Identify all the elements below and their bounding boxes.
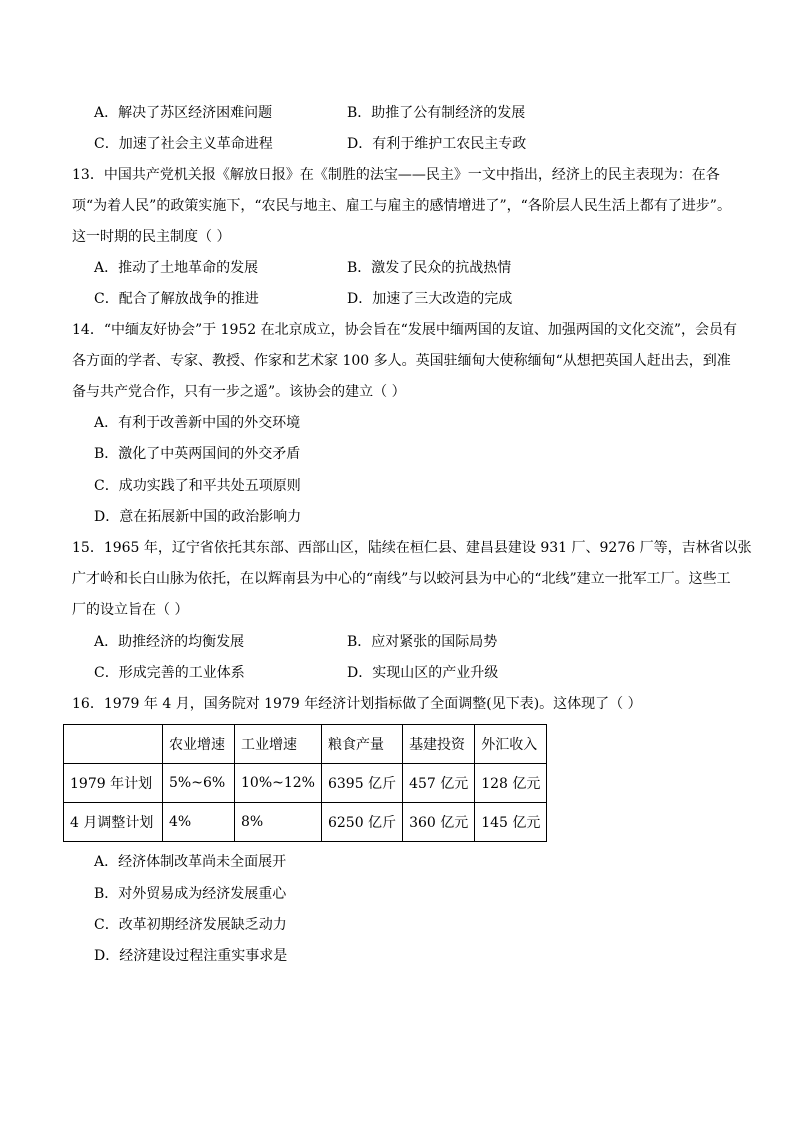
table-row xyxy=(64,764,547,803)
q16-stem-line-1: 16．1979 年 4 月，国务院对 1979 年经济计划指标做了全面调整(见下表)。这体现了（ ） xyxy=(72,696,642,712)
q13-option-d: D．加速了三大改造的完成 xyxy=(347,291,513,307)
table-cell: 4 月调整计划 xyxy=(64,803,163,842)
q14-stem-line-2: 各方面的学者、专家、教授、作家和艺术家 100 多人。英国驻缅甸大使称缅甸“从想把英国人赶出去，到准 xyxy=(72,353,731,369)
q14-stem-line-1: 14．“中缅友好协会”于 1952 在北京成立，协会旨在“发展中缅两国的友谊、加强两国的文化交流”，会员有 xyxy=(72,322,737,338)
q15-option-a: A．助推经济的均衡发展 xyxy=(94,634,245,650)
table-cell: 5%~6% xyxy=(163,764,235,803)
q12-option-c: C．加速了社会主义革命进程 xyxy=(94,136,273,152)
q15-stem-line-1: 15．1965 年，辽宁省依托其东部、西部山区，陆续在桓仁县、建昌县建设 931 厂、9276 厂等，吉林省以张 xyxy=(72,540,752,556)
q13-stem-line-3: 这一时期的民主制度（ ） xyxy=(72,229,231,245)
q16-option-d: D．经济建设过程注重实事求是 xyxy=(94,948,288,964)
q13-stem-line-2: 项“为着人民”的政策实施下，“农民与地主、雇工与雇主的感情增进了”，“各阶层人民生活上都有了进步”。 xyxy=(72,198,731,214)
q15-option-d: D．实现山区的产业升级 xyxy=(347,665,499,681)
q12-option-b: B．助推了公有制经济的发展 xyxy=(347,105,526,121)
table-cell: 360 亿元 xyxy=(403,803,475,842)
q16-option-a: A．经济体制改革尚未全面展开 xyxy=(94,854,287,870)
q15-stem-line-3: 厂的设立旨在（ ） xyxy=(72,602,189,618)
q13-option-c: C．配合了解放战争的推进 xyxy=(94,291,259,307)
q12-option-d: D．有利于维护工农民主专政 xyxy=(347,136,527,152)
table-cell: 6250 亿斤 xyxy=(321,803,402,842)
table-cell: 128 亿元 xyxy=(475,764,547,803)
q16-data-table xyxy=(63,724,547,842)
table-header-cell: 基建投资 xyxy=(403,725,475,764)
q15-option-b: B．应对紧张的国际局势 xyxy=(347,634,498,650)
table-header-row xyxy=(64,725,547,764)
q13-option-a: A．推动了土地革命的发展 xyxy=(94,260,259,276)
q14-stem-line-3: 备与共产党合作，只有一步之遥”。该协会的建立（ ） xyxy=(72,384,406,400)
table-cell: 457 亿元 xyxy=(403,764,475,803)
q14-option-c: C．成功实践了和平共处五项原则 xyxy=(94,478,301,494)
table-row xyxy=(64,803,547,842)
q12-option-a: A．解决了苏区经济困难问题 xyxy=(94,105,273,121)
q14-option-d: D．意在拓展新中国的政治影响力 xyxy=(94,509,302,525)
table-header-cell: 工业增速 xyxy=(235,725,322,764)
table-cell: 6395 亿斤 xyxy=(321,764,402,803)
q13-stem-line-1: 13．中国共产党机关报《解放日报》在《制胜的法宝——民主》一文中指出，经济上的民主表现为：在各 xyxy=(72,167,720,183)
q15-stem-line-2: 广才岭和长白山脉为依托，在以辉南县为中心的“南线”与以蛟河县为中心的“北线”建立一批军工厂。这些工 xyxy=(72,571,731,587)
table-header-cell: 农业增速 xyxy=(163,725,235,764)
q16-option-c: C．改革初期经济发展缺乏动力 xyxy=(94,917,287,933)
q16-option-b: B．对外贸易成为经济发展重心 xyxy=(94,886,287,902)
table-cell: 1979 年计划 xyxy=(64,764,163,803)
q15-option-c: C．形成完善的工业体系 xyxy=(94,665,245,681)
table-header-cell xyxy=(64,725,163,764)
table-header-cell: 粮食产量 xyxy=(321,725,402,764)
q13-option-b: B．激发了民众的抗战热情 xyxy=(347,260,512,276)
table-cell: 8% xyxy=(235,803,322,842)
q14-option-b: B．激化了中英两国间的外交矛盾 xyxy=(94,446,301,462)
q14-option-a: A．有利于改善新中国的外交环境 xyxy=(94,415,301,431)
table-cell: 10%~12% xyxy=(235,764,322,803)
table-cell: 4% xyxy=(163,803,235,842)
table-cell: 145 亿元 xyxy=(475,803,547,842)
table-header-cell: 外汇收入 xyxy=(475,725,547,764)
